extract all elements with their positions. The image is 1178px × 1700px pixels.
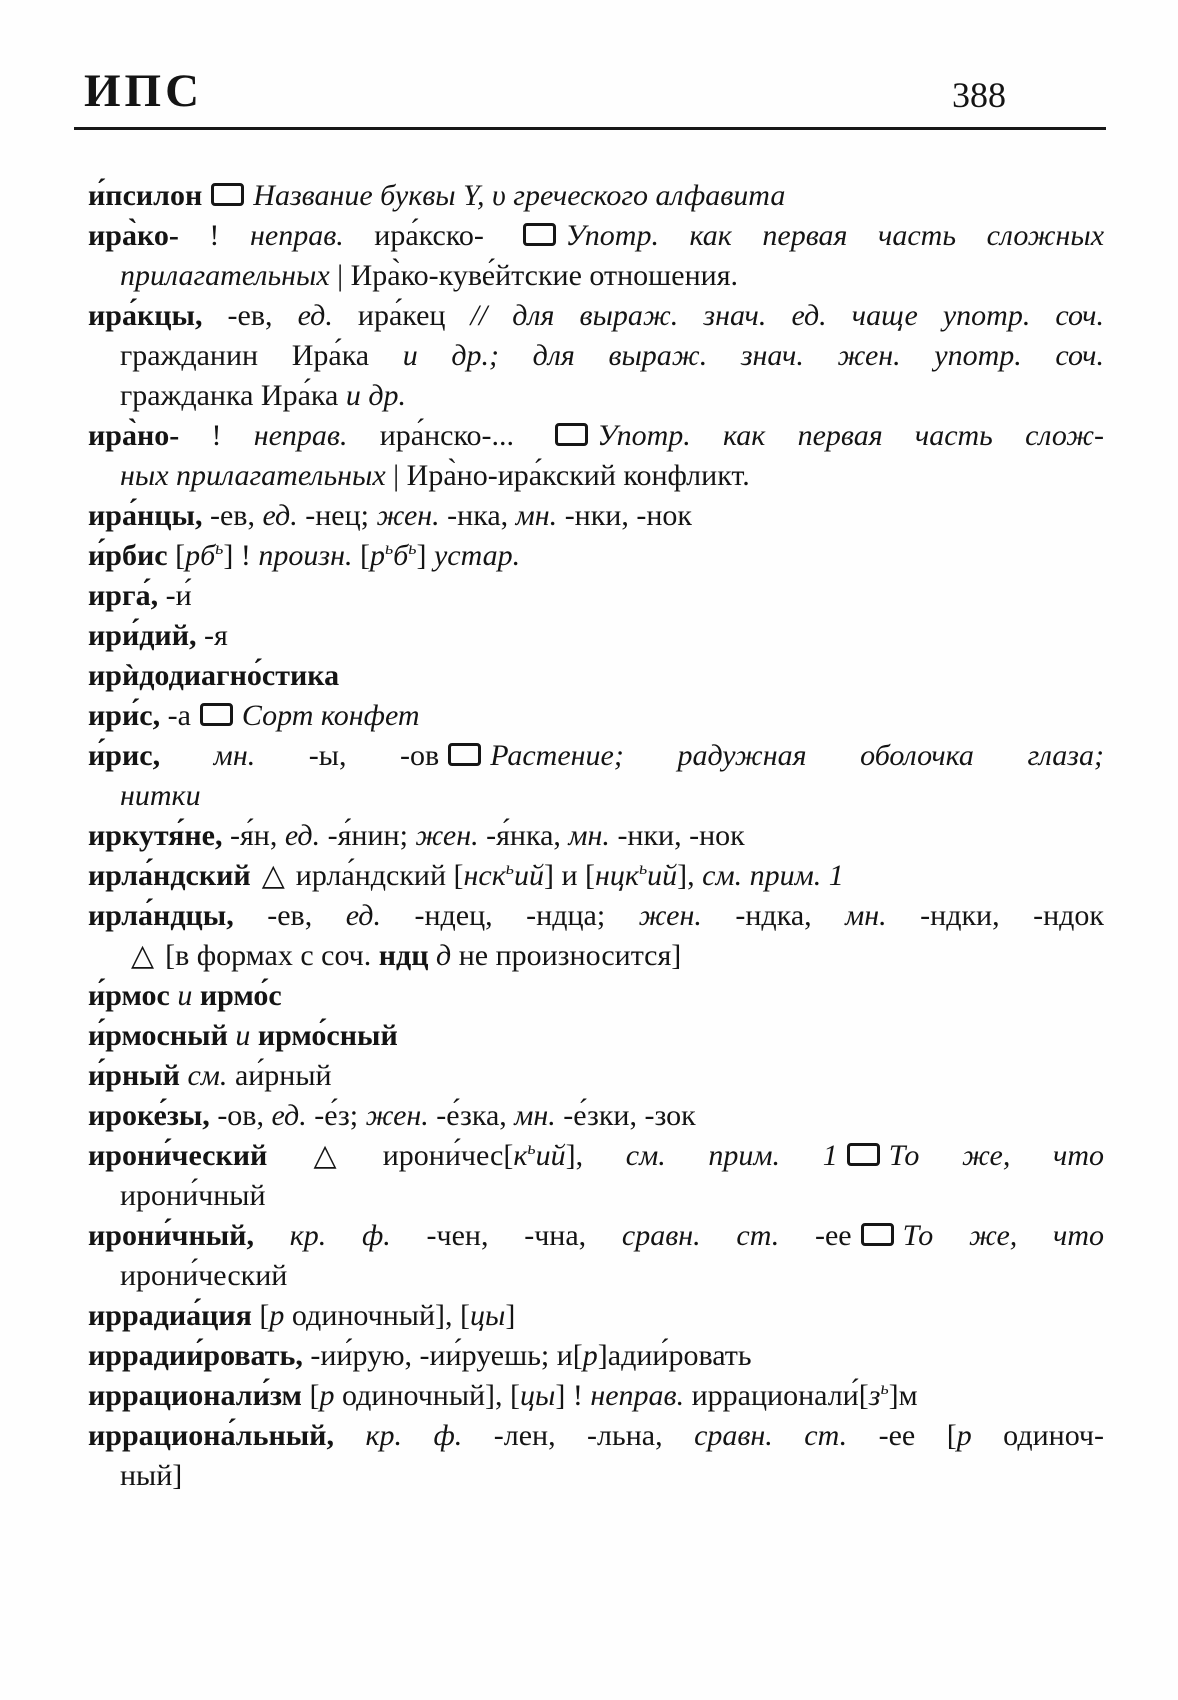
- entry-text: ндц: [378, 939, 437, 972]
- entry-text: -я́нин;: [320, 819, 416, 852]
- entry-text: -чен, -чна,: [390, 1219, 622, 1252]
- dictionary-entry: [88, 576, 1104, 616]
- entry-text: цы: [520, 1379, 556, 1412]
- dictionary-entry: [88, 1376, 1104, 1416]
- headword: и́рбис: [88, 539, 168, 572]
- entry-text: ирмо́с: [199, 979, 282, 1012]
- entry-text: произн.: [258, 539, 353, 572]
- entry-line: [88, 776, 1104, 816]
- entry-text: одиноч-: [971, 1419, 1104, 1452]
- dictionary-entry: [88, 296, 1104, 416]
- entry-text: нцк: [595, 859, 639, 892]
- entry-text: Растение; радужная оболочка глаза;: [490, 739, 1104, 772]
- entry-text: цы: [470, 1299, 506, 1332]
- entry-text: ь: [505, 858, 514, 878]
- entry-text: -нки, -нок: [609, 819, 745, 852]
- entry-text: -я: [196, 619, 228, 652]
- entry-line: [88, 976, 1104, 1016]
- headword: иррадии́ровать,: [88, 1339, 303, 1372]
- entry-text: устар.: [433, 539, 521, 572]
- entry-text: д: [436, 939, 452, 972]
- entry-line: [88, 216, 1104, 256]
- dictionary-entry: [88, 696, 1104, 736]
- entry-text: сравн. ст.: [694, 1419, 848, 1452]
- headword: ирони́ческий: [88, 1139, 268, 1172]
- entry-text: р: [582, 1339, 598, 1372]
- headword: и́рный: [88, 1059, 180, 1092]
- entry-text: мн.: [514, 1099, 556, 1132]
- entry-text: ь: [215, 538, 224, 558]
- entry-text: ий: [513, 859, 544, 892]
- headword: ири́с,: [88, 699, 161, 732]
- entry-text: мн.: [160, 739, 256, 772]
- entry-text: иррационали́[: [684, 1379, 869, 1412]
- entry-text: -лен, -льна,: [462, 1419, 695, 1452]
- entry-text: ира́кско-: [343, 219, 515, 252]
- entry-text: аи́рный: [227, 1059, 332, 1092]
- dictionary-entry: [88, 976, 1104, 1016]
- entry-text: -ндки, -ндок: [886, 899, 1104, 932]
- dictionary-entry: [88, 496, 1104, 536]
- entry-line: [88, 616, 1104, 656]
- entry-text: жен.: [415, 819, 479, 852]
- entry-text: гражданин Ира́ка: [120, 339, 403, 372]
- entry-line: [88, 576, 1104, 616]
- entry-text: ]: [505, 1299, 516, 1332]
- entry-text: прилагательных: [120, 259, 338, 292]
- dictionary-entry: [88, 1216, 1104, 1296]
- entry-text: б: [393, 539, 409, 572]
- dictionary-entry: [88, 1136, 1104, 1216]
- entry-text: р: [269, 1299, 285, 1332]
- entry-text: не произносится]: [451, 939, 682, 972]
- entry-text: и: [227, 1019, 258, 1052]
- headword: ирга́,: [88, 579, 159, 612]
- pronunciation-note-triangle-icon: △: [278, 1139, 372, 1172]
- entry-text: ира́нско-...: [347, 419, 547, 452]
- entry-text: см.: [179, 1059, 228, 1092]
- headword: ира̀ко-: [88, 219, 179, 252]
- headword: ирони́чный,: [88, 1219, 254, 1252]
- entry-line: [88, 1216, 1104, 1256]
- entry-text: см. прим. 1: [625, 1139, 838, 1172]
- headword: ира́нцы,: [88, 499, 203, 532]
- entry-line: [88, 656, 1104, 696]
- entry-line: [88, 816, 1104, 856]
- headword: иркутя́не,: [88, 819, 223, 852]
- usage-note-box-icon: [523, 223, 556, 246]
- entry-text: ед.: [345, 899, 381, 932]
- headword: иррадиа́ция: [88, 1299, 252, 1332]
- dictionary-entry: [88, 416, 1104, 496]
- entry-text: ий: [535, 1139, 566, 1172]
- entry-text: р: [956, 1419, 972, 1452]
- entry-text: ],: [565, 1139, 626, 1172]
- dictionary-entry: [88, 616, 1104, 656]
- page-number: 388: [952, 75, 1006, 115]
- entry-line: [88, 416, 1104, 456]
- entry-text: [: [167, 539, 186, 572]
- entry-text: неправ.: [590, 1379, 685, 1412]
- entry-text: Сорт конфет: [241, 699, 420, 732]
- entry-line: [88, 336, 1104, 376]
- entry-line: [88, 896, 1104, 936]
- entry-line: [88, 696, 1104, 736]
- entry-line: [88, 1336, 1104, 1376]
- entry-text: !: [179, 419, 254, 452]
- entry-text: -ии́рую, -ии́руешь; и[: [302, 1339, 583, 1372]
- headword: ирла́ндский: [88, 859, 251, 892]
- pronunciation-note-triangle-icon: △: [261, 859, 285, 892]
- entry-text: Употр. как первая часть слож-: [597, 419, 1104, 452]
- entry-line: [88, 296, 1104, 336]
- entry-text: ирла́ндский [: [295, 859, 464, 892]
- dictionary-entry: [88, 656, 1104, 696]
- entry-text: и др.; для выраж. знач. жен. употр. соч.: [402, 339, 1104, 372]
- entry-text: -ндец, -ндца;: [380, 899, 639, 932]
- entry-text: ирони́чный: [120, 1179, 266, 1212]
- entry-text: // для выраж. знач. ед. чаще употр. соч.: [470, 299, 1104, 332]
- entry-text: -е́зки, -зок: [555, 1099, 696, 1132]
- headword: ира́кцы,: [88, 299, 203, 332]
- entry-text: -е́з;: [306, 1099, 366, 1132]
- headword: ироке́зы,: [88, 1099, 210, 1132]
- headword: иррациона́льный,: [88, 1419, 334, 1452]
- dictionary-entry: [88, 816, 1104, 856]
- guide-word: ИПС: [84, 65, 204, 117]
- dictionary-entry: [88, 1056, 1104, 1096]
- entry-text: ] !: [223, 539, 259, 572]
- entry-text: ь: [880, 1378, 889, 1398]
- entry-text: ] и [: [543, 859, 596, 892]
- dictionary-entry: [88, 536, 1104, 576]
- entry-line: [88, 1016, 1104, 1056]
- entry-line: [88, 1096, 1104, 1136]
- entry-text: [в формах с соч.: [165, 939, 379, 972]
- entry-line: [88, 536, 1104, 576]
- entry-text: Употр. как первая часть сложных: [565, 219, 1105, 252]
- header-rule: [74, 127, 1106, 130]
- entry-text: ь: [408, 538, 417, 558]
- entry-text: Название буквы Y, υ греческого алфавита: [253, 179, 786, 212]
- entry-text: !: [178, 219, 250, 252]
- entry-text: ный]: [120, 1459, 183, 1492]
- entry-text: ]м: [888, 1379, 918, 1412]
- usage-note-box-icon: [448, 743, 481, 766]
- entry-text: нск: [463, 859, 506, 892]
- entry-text: рб: [185, 539, 216, 572]
- entry-text: -я́нка,: [478, 819, 569, 852]
- entry-text: | Ира̀ко-куве́йтские отношения.: [337, 259, 739, 292]
- entry-text: ед.: [262, 499, 298, 532]
- entry-text: -е́зка,: [428, 1099, 515, 1132]
- dictionary-entry: [88, 176, 1104, 216]
- entry-text: То же, что: [902, 1219, 1104, 1252]
- headword: иррационали́зм: [88, 1379, 302, 1412]
- entry-text: ира́кец: [332, 299, 471, 332]
- entry-text: -нки, -нок: [557, 499, 692, 532]
- dictionary-entry: [88, 736, 1104, 816]
- usage-note-box-icon: [200, 703, 233, 726]
- entry-text: з: [868, 1379, 881, 1412]
- entry-text: -нец;: [297, 499, 377, 532]
- entry-text: То же, что: [888, 1139, 1105, 1172]
- entry-text: ирони́ческий: [120, 1259, 288, 1292]
- entry-text: -ев,: [202, 299, 298, 332]
- entry-text: нитки: [120, 779, 201, 812]
- dictionary-entry: [88, 216, 1104, 296]
- entry-text: ирмо́сный: [257, 1019, 398, 1052]
- headword: ира̀но-: [88, 419, 180, 452]
- entry-line: [88, 936, 1104, 976]
- entry-line: [88, 176, 1104, 216]
- entry-text: ед.: [297, 299, 333, 332]
- headword: ирѝдодиагно́стика: [88, 659, 340, 692]
- entry-text: к: [513, 1139, 528, 1172]
- entry-text: мн.: [568, 819, 610, 852]
- entry-text: и др.: [345, 379, 407, 412]
- usage-note-box-icon: [555, 423, 588, 446]
- entry-text: и: [169, 979, 200, 1012]
- entry-line: [88, 1256, 1104, 1296]
- entry-text: ед.: [284, 819, 321, 852]
- entries-list: [88, 176, 1104, 1496]
- entry-line: [88, 1416, 1104, 1456]
- entry-text: ь: [384, 538, 394, 558]
- usage-note-box-icon: [211, 183, 244, 206]
- entry-text: р: [369, 539, 385, 572]
- entry-line: [88, 1376, 1104, 1416]
- entry-text: неправ.: [250, 219, 344, 252]
- entry-text: -ее: [779, 1219, 852, 1252]
- entry-text: мн.: [515, 499, 558, 532]
- entry-line: [88, 1176, 1104, 1216]
- entry-text: ирони́чес[: [382, 1139, 514, 1172]
- entry-line: [88, 256, 1104, 296]
- entry-text: ] !: [555, 1379, 591, 1412]
- entry-text: -я́н,: [222, 819, 285, 852]
- entry-text: -и́: [158, 579, 192, 612]
- entry-text: ий: [647, 859, 678, 892]
- headword: и́рис,: [88, 739, 161, 772]
- entry-text: -а: [160, 699, 191, 732]
- entry-text: одиночный], [: [334, 1379, 521, 1412]
- entry-line: [88, 1056, 1104, 1096]
- entry-text: ед.: [271, 1099, 307, 1132]
- entry-text: -ев,: [233, 899, 346, 932]
- entry-text: ],: [677, 859, 703, 892]
- usage-note-box-icon: [847, 1143, 880, 1166]
- entry-text: -ы, -ов: [255, 739, 440, 772]
- entry-line: [88, 496, 1104, 536]
- entry-text: сравн. ст.: [621, 1219, 780, 1252]
- entry-text: [: [352, 539, 370, 572]
- entry-text: кр. ф.: [253, 1219, 391, 1252]
- entry-text: [: [301, 1379, 320, 1412]
- headword: ирла́ндцы,: [88, 899, 234, 932]
- entry-text: ь: [638, 858, 648, 878]
- dictionary-entry: [88, 1096, 1104, 1136]
- entry-text: гражданка Ира́ка: [120, 379, 346, 412]
- entry-text: -ндка,: [701, 899, 846, 932]
- headword: и́псилон: [88, 179, 203, 212]
- dictionary-entry: [88, 856, 1104, 896]
- headword: и́рмос: [88, 979, 170, 1012]
- entry-text: ]: [416, 539, 434, 572]
- entry-text: р: [319, 1379, 335, 1412]
- entry-text: | Ира̀но-ира́кский конфликт.: [393, 459, 750, 492]
- pronunciation-note-triangle-icon: △: [131, 939, 155, 972]
- entry-line: [88, 856, 1104, 896]
- entry-text: ных прилагательных: [120, 459, 394, 492]
- headword: ири́дий,: [88, 619, 197, 652]
- entry-text: -нка,: [439, 499, 516, 532]
- entry-text: ]адии́ровать: [597, 1339, 752, 1372]
- dictionary-entry: [88, 896, 1104, 976]
- dictionary-entry: [88, 1016, 1104, 1056]
- dictionary-entry: [88, 1416, 1104, 1496]
- entry-text: жен.: [376, 499, 440, 532]
- entry-text: одиночный], [: [284, 1299, 470, 1332]
- entry-text: жен.: [365, 1099, 429, 1132]
- headword: и́рмосный: [88, 1019, 228, 1052]
- entry-line: [88, 1136, 1104, 1176]
- dictionary-entry: [88, 1296, 1104, 1336]
- entry-text: жен.: [638, 899, 702, 932]
- entry-text: см. прим. 1: [702, 859, 844, 892]
- entry-text: ь: [527, 1138, 536, 1158]
- entry-text: -ов,: [209, 1099, 272, 1132]
- entry-text: -ев,: [202, 499, 263, 532]
- entry-line: [88, 736, 1104, 776]
- entry-text: неправ.: [253, 419, 348, 452]
- entry-line: [88, 1456, 1104, 1496]
- entry-text: мн.: [845, 899, 887, 932]
- dictionary-entry: [88, 1336, 1104, 1376]
- entry-line: [88, 1296, 1104, 1336]
- entry-line: [88, 376, 1104, 416]
- entry-text: -ее [: [847, 1419, 957, 1452]
- entry-text: [: [251, 1299, 270, 1332]
- entry-line: [88, 456, 1104, 496]
- usage-note-box-icon: [861, 1223, 894, 1246]
- entry-text: кр. ф.: [333, 1419, 463, 1452]
